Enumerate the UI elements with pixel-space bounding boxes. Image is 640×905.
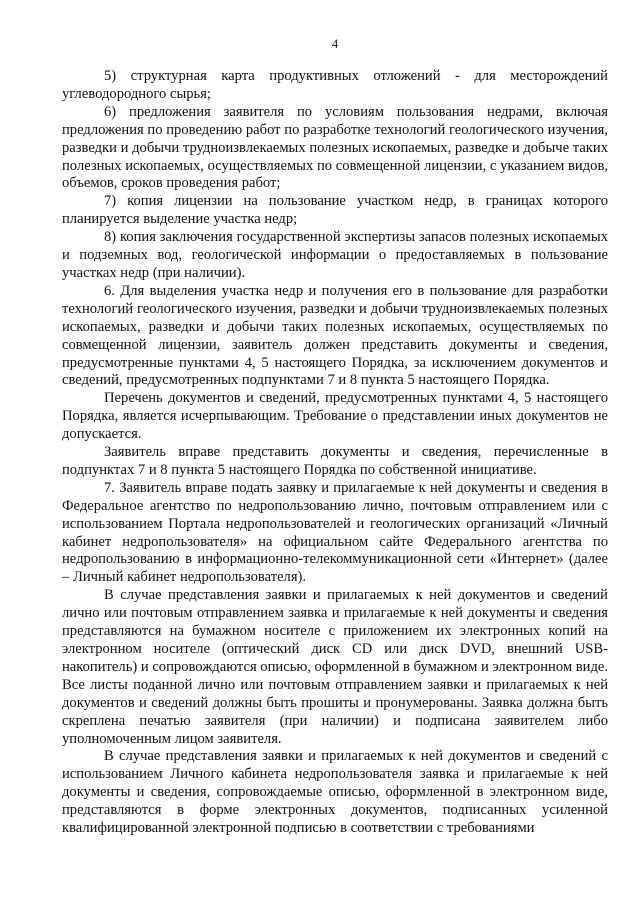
paragraph-electronic-submission: В случае представления заявки и прилагаемых к ней документов и сведений с использованием Личного кабинета недропользователя заявка и прилагаемые к ней документы и сведения, сопровождаемые описью, оформленной в электронном виде, представляются в форме электронных документов, подписанных усиленной квалифицированной электронной подписью в соответствии с требованиями [62,748,608,837]
paragraph-subitem-5: 5) структурная карта продуктивных отложений - для месторождений углеводородного сырья; [62,68,608,102]
paragraph-subitem-6: 6) предложения заявителя по условиям пользования недрами, включая предложения по проведению работ по разработке технологий геологического изучения, разведки и добычи трудноизвлекаемых полезных ископаемых, разведке и добыче таких полезных ископаемых, осуществляемых по совмещенной лицензии, с указанием видов, объемов, сроков проведения работ; [62,103,608,192]
paragraph-item-6: 6. Для выделения участка недр и получения его в пользование для разработки технологий геологического изучения, разведки и добычи трудноизвлекаемых полезных ископаемых, разведки и добычи таких полезных ископаемых, осуществляемых по совмещенной лицензии, заявитель должен представить документы и сведения, предусмотренные пунктами 4, 5 настоящего Порядка, за исключением документов и сведений, предусмотренных подпунктами 7 и 8 пункта 5 настоящего Порядка. [62,282,608,389]
page-number: 4 [331,36,339,51]
paragraph-paper-submission: В случае представления заявки и прилагаемых к ней документов и сведений лично или почтовым отправлением заявка и прилагаемые к ней документы и сведения представляются на бумажном носителе с приложением их электронных копий на электронном носителе (оптический диск CD или диск DVD, внешний USB-накопитель) и сопровождаются описью, оформленной в бумажном и электронном виде. Все листы поданной лично или почтовым отправлением заявки и прилагаемых к ней документов и сведений должны быть прошиты и пронумерованы. Заявка должна быть скреплена печатью заявителя (при наличии) и подписана заявителем либо уполномоченным лицом заявителя. [62,587,609,747]
document-body [62,68,608,838]
paragraph-subitem-8: 8) копия заключения государственной экспертизы запасов полезных ископаемых и подземных вод, геологической информации о предоставляемых в пользование участках недр (при наличии). [62,229,608,281]
paragraph-applicant-right: Заявитель вправе представить документы и сведения, перечисленные в подпунктах 7 и 8 пункта 5 настоящего Порядка по собственной инициативе. [62,444,608,478]
paragraph-document-list: Перечень документов и сведений, предусмотренных пунктами 4, 5 настоящего Порядка, является исчерпывающим. Требование о представлении иных документов не допускается. [62,390,608,443]
paragraph-item-7: 7. Заявитель вправе подать заявку и прилагаемые к ней документы и сведения в Федеральное агентство по недропользованию лично, почтовым отправлением или с использованием Портала недропользователей и геологических организаций «Личный кабинет недропользователя» на официальном сайте Федерального агентства по недропользованию в информационно-телекоммуникационной сети «Интернет» (далее – Личный кабинет недропользователя). [62,479,608,586]
paragraph-subitem-7: 7) копия лицензии на пользование участком недр, в границах которого планируется выделение участка недр; [62,193,608,228]
